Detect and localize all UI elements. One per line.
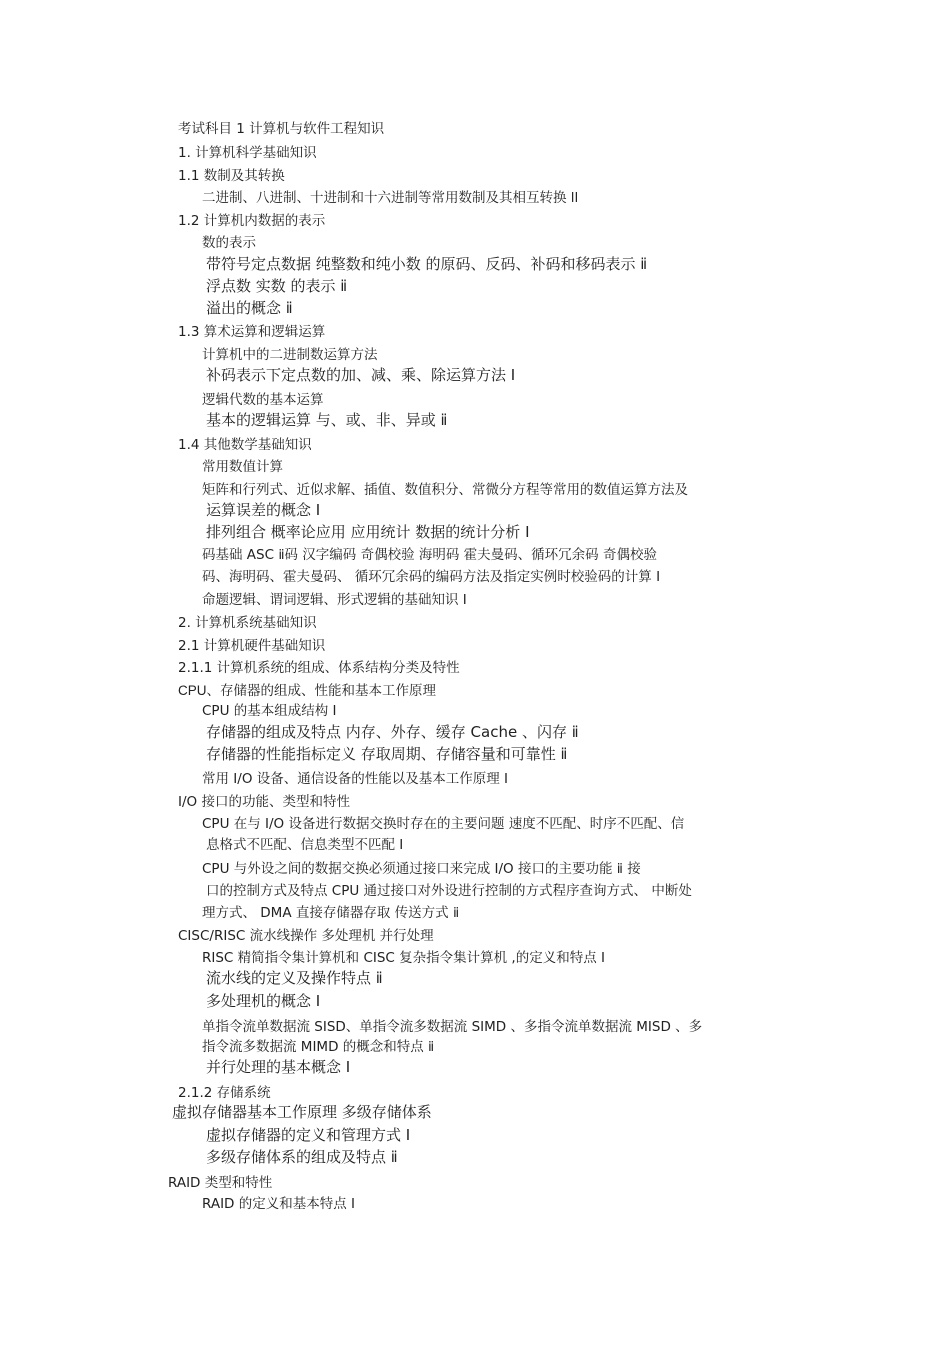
content-line: 并行处理的基本概念 I: [206, 1058, 351, 1076]
content-line: 常用数值计算: [202, 459, 283, 475]
topic-heading: 虚拟存储器基本工作原理 多级存储体系: [172, 1103, 432, 1121]
exam-subject-title: 考试科目 1 计算机与软件工程知识: [178, 121, 385, 137]
content-line: 多级存储体系的组成及特点 ⅱ: [206, 1148, 398, 1166]
content-line: 码、海明码、霍夫曼码、 循环冗余码的编码方法及指定实例时校验码的计算 I: [202, 569, 661, 585]
content-line: CPU 在与 I/O 设备进行数据交换时存在的主要问题 速度不匹配、时序不匹配、信: [202, 816, 685, 832]
content-line: 流水线的定义及操作特点 ⅱ: [206, 969, 383, 987]
content-line: 常用 I/O 设备、通信设备的性能以及基本工作原理 I: [202, 771, 509, 787]
content-line: 存储器的组成及特点 内存、外存、缓存 Cache 、闪存 ⅱ: [206, 723, 579, 741]
content-line: 计算机中的二进制数运算方法: [202, 347, 378, 363]
content-line: 单指令流单数据流 SISD、单指令流多数据流 SIMD 、多指令流单数据流 MISD 、多: [202, 1019, 703, 1035]
content-line: 理方式、 DMA 直接存储器存取 传送方式 ⅱ: [202, 905, 460, 921]
content-line: 浮点数 实数 的表示 ⅱ: [206, 277, 348, 295]
subsection-heading: 1.3 算术运算和逻辑运算: [178, 324, 326, 340]
content-line: 命题逻辑、谓词逻辑、形式逻辑的基础知识 I: [202, 592, 467, 608]
content-line: 二进制、八进制、十进制和十六进制等常用数制及其相互转换 ll: [202, 190, 579, 206]
content-line: 口的控制方式及特点 CPU 通过接口对外设进行控制的方式程序查询方式、 中断处: [206, 883, 692, 899]
content-line: 排列组合 概率论应用 应用统计 数据的统计分析 I: [206, 523, 530, 541]
content-line: 逻辑代数的基本运算: [202, 392, 324, 408]
section-heading: 2. 计算机系统基础知识: [178, 615, 317, 631]
subsection-heading: 1.2 计算机内数据的表示: [178, 213, 326, 229]
content-line: 矩阵和行列式、近似求解、插值、数值积分、常微分方程等常用的数值运算方法及: [202, 482, 688, 498]
content-line: 多处理机的概念 I: [206, 992, 321, 1010]
content-line: CPU 与外设之间的数据交换必须通过接口来完成 I/O 接口的主要功能 ⅱ 接: [202, 861, 641, 877]
content-line: CPU 的基本组成结构 I: [202, 703, 337, 719]
content-line: 指令流多数据流 MIMD 的概念和特点 ⅱ: [202, 1039, 435, 1055]
content-line: 带符号定点数据 纯整数和纯小数 的原码、反码、补码和移码表示 ⅱ: [206, 255, 648, 273]
content-line: RAID 的定义和基本特点 I: [202, 1196, 356, 1212]
content-line: 码基础 ASC ⅱ码 汉字编码 奇偶校验 海明码 霍夫曼码、循环冗余码 奇偶校验: [202, 547, 657, 563]
content-line: 数的表示: [202, 235, 256, 251]
content-line: 溢出的概念 ⅱ: [206, 299, 293, 317]
subsection-heading: 2.1.1 计算机系统的组成、体系结构分类及特性: [178, 660, 460, 676]
content-line: 息格式不匹配、信息类型不匹配 I: [206, 837, 404, 853]
subsection-heading: 2.1.2 存储系统: [178, 1085, 271, 1101]
content-line: 存储器的性能指标定义 存取周期、存储容量和可靠性 ⅱ: [206, 745, 568, 763]
topic-heading: RAID 类型和特性: [168, 1175, 273, 1191]
topic-heading: CPU、存储器的组成、性能和基本工作原理: [178, 683, 437, 698]
content-line: 虚拟存储器的定义和管理方式 I: [206, 1126, 411, 1144]
subsection-heading: 1.4 其他数学基础知识: [178, 437, 312, 453]
topic-heading: CISC/RISC 流水线操作 多处理机 并行处理: [178, 928, 434, 944]
content-line: 基本的逻辑运算 与、或、非、异或 ⅱ: [206, 411, 448, 429]
content-line: 运算误差的概念 I: [206, 501, 321, 519]
subsection-heading: 1.1 数制及其转换: [178, 168, 285, 184]
content-line: RISC 精简指令集计算机和 CISC 复杂指令集计算机 ,的定义和特点 I: [202, 950, 605, 966]
subsection-heading: 2.1 计算机硬件基础知识: [178, 638, 326, 654]
section-heading: 1. 计算机科学基础知识: [178, 145, 317, 161]
content-line: 补码表示下定点数的加、减、乘、除运算方法 I: [206, 366, 516, 384]
topic-heading: I/O 接口的功能、类型和特性: [178, 794, 350, 810]
